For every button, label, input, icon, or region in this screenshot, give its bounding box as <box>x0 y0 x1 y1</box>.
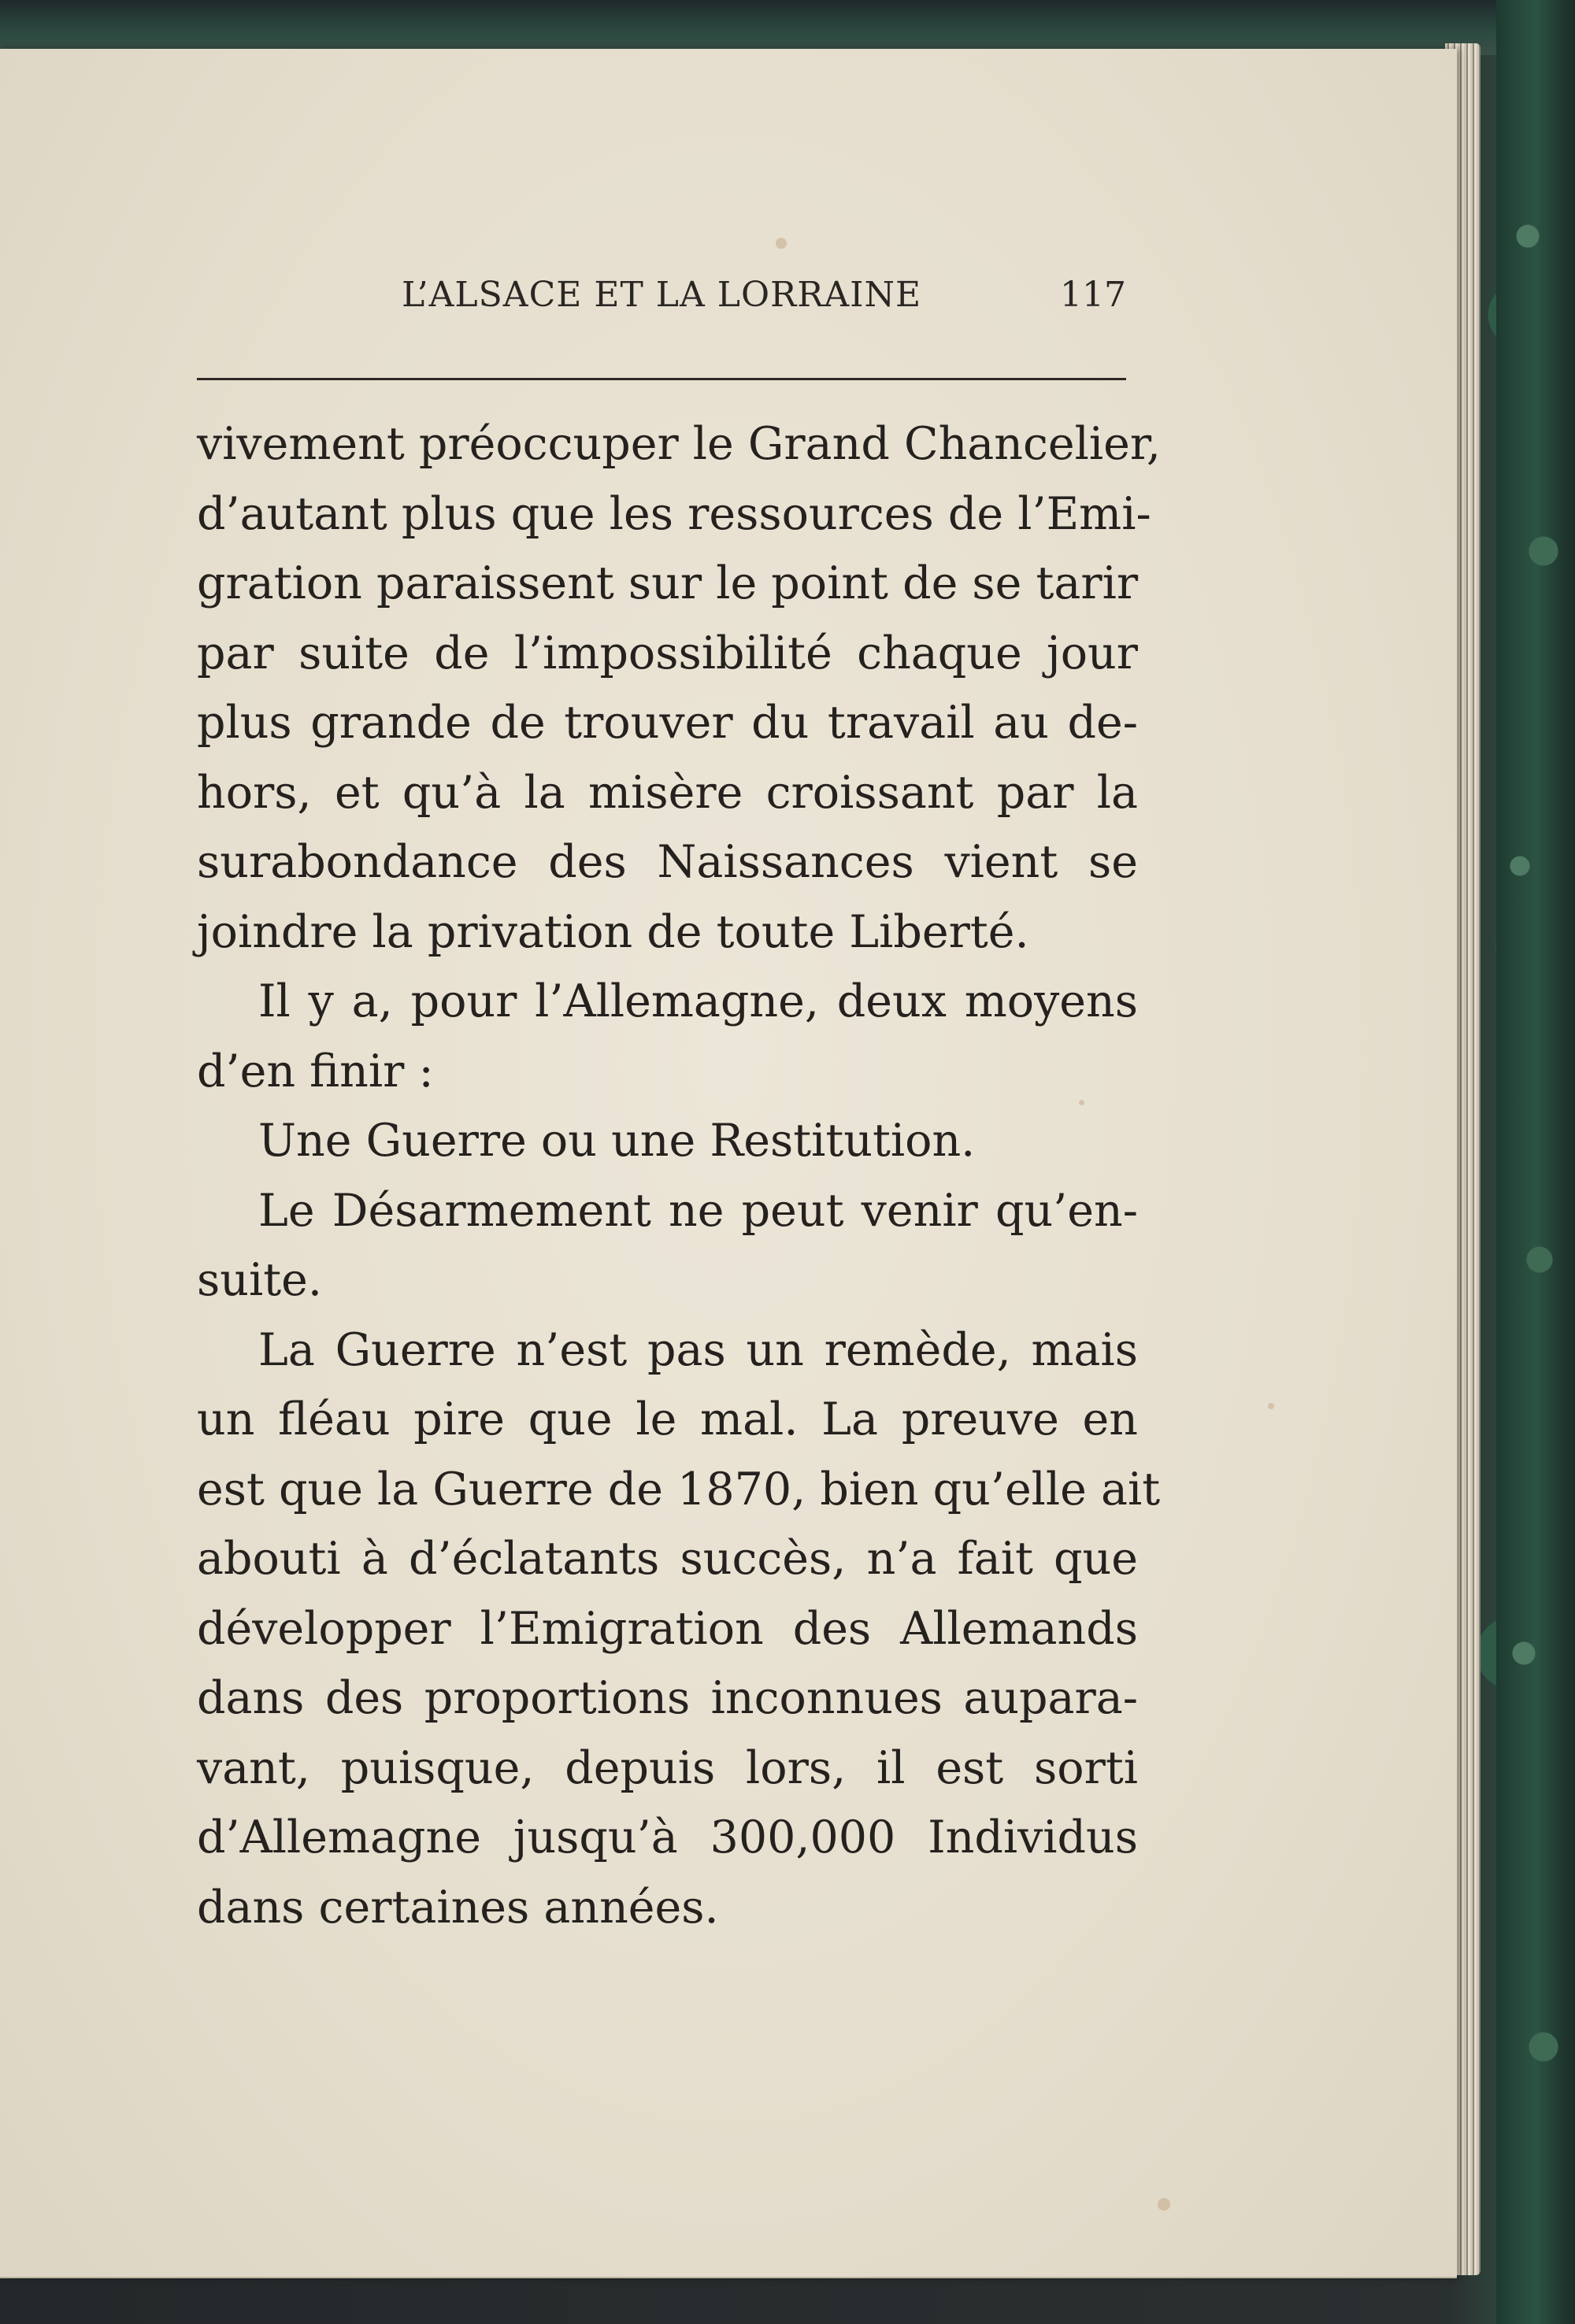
text-line: dans certaines années. <box>197 1881 719 1934</box>
text-line: hors, et qu’à la misère croissant par la <box>197 766 1138 819</box>
text-line: plus grande de trouver du travail au de- <box>197 697 1138 749</box>
body-text <box>197 409 1161 1942</box>
foxing-spot <box>1268 1403 1274 1409</box>
text-line: surabondance des Naissances vient se <box>197 836 1138 888</box>
text-line: vivement préoccuper le Grand Chancelier, <box>197 418 1161 470</box>
text-line: dans des proportions inconnues aupara- <box>197 1672 1138 1724</box>
text-line: joindre la privation de toute Liberté. <box>197 905 1029 958</box>
page-header <box>197 264 1126 327</box>
running-title: L’ALSACE ET LA LORRAINE <box>402 275 922 315</box>
text-line: d’autant plus que les ressources de l’Emi- <box>197 487 1151 540</box>
foxing-spot <box>1158 2198 1170 2211</box>
foxing-spot <box>776 238 787 249</box>
page-number: 117 <box>1060 275 1126 315</box>
text-line: est que la Guerre de 1870, bien qu’elle ait <box>197 1463 1161 1515</box>
marbled-book-cover <box>1496 0 1575 2324</box>
text-line: Il y a, pour l’Allemagne, deux moyens <box>258 975 1138 1027</box>
text-line: un fléau pire que le mal. La preuve en <box>197 1393 1138 1445</box>
text-line: abouti à d’éclatants succès, n’a fait que <box>197 1533 1138 1585</box>
text-line: d’Allemagne jusqu’à 300,000 Individus <box>197 1811 1138 1863</box>
text-line: Une Guerre ou une Restitution. <box>258 1115 976 1167</box>
text-line: gration paraissent sur le point de se tarir <box>197 557 1139 609</box>
book-cover-top-edge <box>0 0 1575 55</box>
text-line: suite. <box>197 1254 322 1306</box>
text-line: vant, puisque, depuis lors, il est sorti <box>197 1741 1138 1794</box>
header-rule <box>197 378 1126 380</box>
text-line: Le Désarmement ne peut venir qu’en- <box>258 1184 1138 1237</box>
text-line: par suite de l’impossibilité chaque jour <box>197 627 1138 679</box>
text-line: d’en finir : <box>197 1045 434 1097</box>
text-line: développer l’Emigration des Allemands <box>197 1602 1138 1655</box>
text-line: La Guerre n’est pas un remède, mais <box>258 1323 1138 1376</box>
